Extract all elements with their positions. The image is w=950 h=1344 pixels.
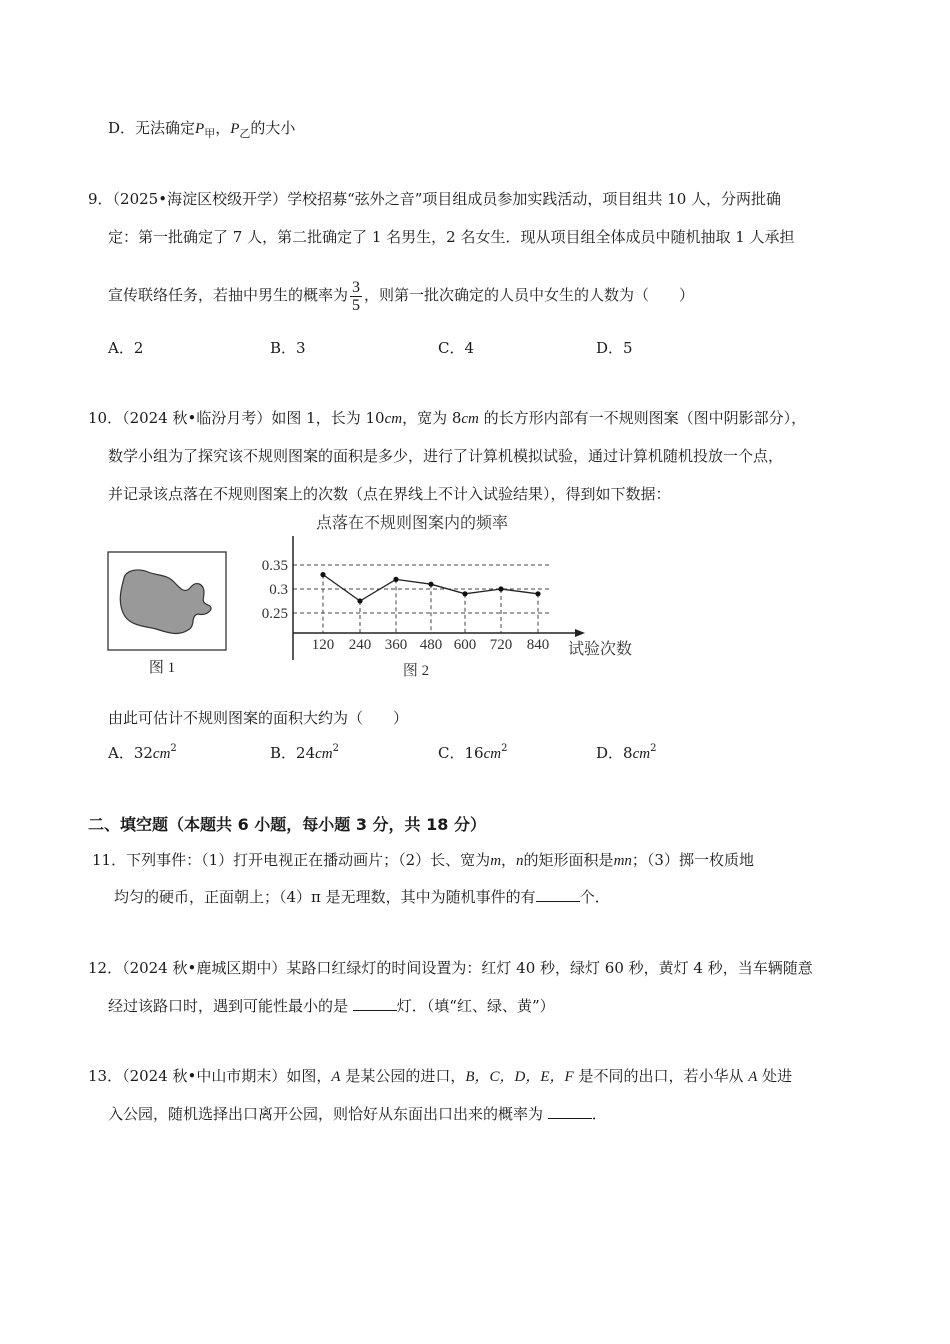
p-jia-symbol: P bbox=[195, 121, 205, 137]
q13-line1-a: （2024 秋•中山市期末）如图， bbox=[122, 1067, 332, 1085]
q13-line1-b: 是某公园的进口， bbox=[340, 1067, 466, 1085]
data-point bbox=[357, 598, 362, 603]
y-tick-label: 0.35 bbox=[261, 558, 288, 574]
x-tick-label: 720 bbox=[489, 637, 513, 653]
x-tick-label: 480 bbox=[419, 637, 443, 653]
q9-option-c: C．4 bbox=[438, 339, 475, 357]
option-label: C．16 bbox=[438, 744, 484, 762]
fraction-numerator: 3 bbox=[352, 278, 361, 296]
q10-line1-b: ，宽为 8 bbox=[402, 409, 462, 427]
var-mn: mn bbox=[613, 853, 632, 869]
q10-line3: 并记录该点落在不规则图案上的次数（点在界线上不计入试验结果），得到如下数据： bbox=[108, 485, 671, 503]
q13-line2 bbox=[108, 1104, 607, 1124]
q9-line3 bbox=[108, 276, 694, 314]
q13-line1-d: 处进 bbox=[757, 1067, 793, 1085]
q8-option-d-suffix: 的大小 bbox=[250, 119, 296, 137]
answer-blank[interactable] bbox=[353, 996, 397, 1011]
var-m: m bbox=[490, 853, 502, 869]
q9-fraction bbox=[350, 279, 362, 314]
option-label: A．32 bbox=[108, 744, 153, 762]
q10-line1-a: （2024 秋•临汾月考）如图 1，长为 10 bbox=[122, 409, 385, 427]
var-n: n bbox=[516, 853, 524, 869]
figure-1 bbox=[104, 550, 234, 680]
q11-line1-c: ；（3）掷一枚质地 bbox=[631, 851, 754, 869]
q13-number: 13． bbox=[88, 1067, 123, 1085]
option-label: D．8 bbox=[596, 744, 633, 762]
p-yi-symbol: P bbox=[230, 121, 240, 137]
option-sup: 2 bbox=[170, 743, 177, 754]
figure-2-chart bbox=[250, 508, 650, 683]
option-label: B．24 bbox=[270, 744, 316, 762]
chart-title: 点落在不规则图案内的频率 bbox=[315, 515, 509, 532]
q11-number: 11． bbox=[92, 851, 127, 869]
var-a: A bbox=[331, 1069, 341, 1085]
q12-line1 bbox=[88, 958, 813, 978]
p-jia-subscript: 甲 bbox=[204, 127, 216, 140]
data-point bbox=[535, 591, 540, 596]
q10-line2: 数学小组为了探究该不规则图案的面积是多少，进行了计算机模拟试验，通过计算机随机投放一个点， bbox=[108, 447, 784, 465]
option-sup: 2 bbox=[650, 743, 657, 754]
q12-number: 12． bbox=[88, 959, 123, 977]
x-tick-label: 360 bbox=[384, 637, 408, 653]
q9-line3-pre: 宣传联络任务，若抽中男生的概率为 bbox=[108, 286, 349, 304]
answer-blank[interactable] bbox=[536, 887, 580, 902]
q9-line3-post: ，则第一批次确定的人员中女生的人数为（ ） bbox=[364, 286, 695, 304]
x-tick-label: 120 bbox=[311, 637, 335, 653]
figure-2-caption: 图 2 bbox=[402, 663, 430, 679]
q11-line2-b: 个． bbox=[579, 888, 610, 906]
answer-blank[interactable] bbox=[548, 1104, 592, 1119]
fraction-denominator: 5 bbox=[352, 296, 361, 314]
figure-1-caption: 图 1 bbox=[148, 660, 176, 676]
irregular-shape bbox=[120, 570, 211, 633]
data-point bbox=[320, 572, 325, 577]
data-point bbox=[498, 586, 503, 591]
q10-unit-cm-1: cm bbox=[384, 411, 403, 427]
x-tick-labels bbox=[312, 637, 550, 653]
q10-question: 由此可估计不规则图案的面积大约为（ ） bbox=[108, 709, 409, 727]
option-sup: 2 bbox=[332, 743, 339, 754]
data-point bbox=[393, 577, 398, 582]
y-tick-labels bbox=[262, 558, 288, 622]
x-axis-arrow bbox=[575, 629, 585, 637]
q13-line2-a: 入公园，随机选择出口离开公园，则恰好从东面出口出来的概率为 bbox=[108, 1105, 548, 1123]
p-yi-subscript: 乙 bbox=[239, 127, 251, 140]
q10-option-d bbox=[596, 743, 656, 766]
option-sup: 2 bbox=[501, 743, 508, 754]
q11-line1-b: 的矩形面积是 bbox=[523, 851, 614, 869]
x-tick-label: 840 bbox=[526, 637, 550, 653]
q10-line1 bbox=[88, 408, 806, 429]
q10-number: 10． bbox=[88, 409, 123, 427]
q12-line1-text: （2024 秋•鹿城区期中）某路口红绿灯的时间设置为：红灯 40 秒，绿灯 60 秒，黄灯 4 秒，当车辆随意 bbox=[122, 959, 813, 977]
option-unit: cm bbox=[483, 746, 502, 762]
q11-line1-a: 下列事件：（1）打开电视正在播动画片；（2）长、宽为 bbox=[126, 851, 491, 869]
x-tick-label: 600 bbox=[453, 637, 477, 653]
x-axis-label: 试验次数 bbox=[568, 641, 633, 658]
option-unit: cm bbox=[632, 746, 651, 762]
q8-option-d-text: D．无法确定 bbox=[108, 119, 196, 137]
section-2-title: 二、填空题（本题共 6 小题，每小题 3 分，共 18 分） bbox=[88, 815, 486, 834]
q11-line1 bbox=[92, 850, 754, 871]
q13-line1 bbox=[88, 1066, 792, 1087]
chart-grid bbox=[293, 565, 550, 613]
option-unit: cm bbox=[152, 746, 171, 762]
q11-line2 bbox=[114, 887, 610, 907]
q10-line1-c: 的长方形内部有一不规则图案（图中阴影部分）， bbox=[478, 409, 807, 427]
q13-line2-b: ． bbox=[591, 1105, 607, 1123]
q11-sep: ， bbox=[501, 851, 517, 869]
q12-line2 bbox=[108, 996, 555, 1016]
q9-number: 9． bbox=[88, 190, 113, 208]
q10-option-b bbox=[270, 743, 339, 766]
y-tick-label: 0.25 bbox=[261, 606, 288, 622]
q9-line1 bbox=[88, 189, 781, 209]
var-a-2: A bbox=[748, 1069, 758, 1085]
q8-option-d bbox=[108, 118, 295, 140]
q12-line2-a: 经过该路口时，遇到可能性最小的是 bbox=[108, 997, 353, 1015]
q9-line1-text: （2025•海淀区校级开学）学校招募“弦外之音”项目组成员参加实践活动，项目组共 10 人，分两批确 bbox=[112, 190, 782, 208]
q9-option-a: A．2 bbox=[108, 339, 144, 357]
data-point bbox=[428, 582, 433, 587]
q10-option-c bbox=[438, 743, 507, 766]
data-point bbox=[462, 591, 467, 596]
option-unit: cm bbox=[315, 746, 333, 762]
q8-comma: ， bbox=[215, 119, 231, 137]
q9-option-d: D．5 bbox=[596, 339, 633, 357]
q9-option-b: B．3 bbox=[270, 339, 306, 357]
x-tick-label: 240 bbox=[348, 637, 372, 653]
q10-unit-cm-2: cm bbox=[461, 411, 479, 427]
q9-line2: 定：第一批确定了 7 人，第二批确定了 1 名男生，2 名女生．现从项目组全体成员中随机抽取 1 人承担 bbox=[108, 228, 795, 246]
q13-line1-c: 是不同的出口，若小华从 bbox=[573, 1067, 749, 1085]
exit-labels: B，C，D，E，F bbox=[465, 1069, 574, 1085]
q10-option-a bbox=[108, 743, 177, 766]
q11-line2-a: 均匀的硬币，正面朝上；（4）π 是无理数，其中为随机事件的有 bbox=[114, 888, 536, 906]
y-tick-label: 0.3 bbox=[269, 582, 288, 598]
q12-line2-b: 灯．（填“红、绿、黄”） bbox=[396, 997, 555, 1015]
